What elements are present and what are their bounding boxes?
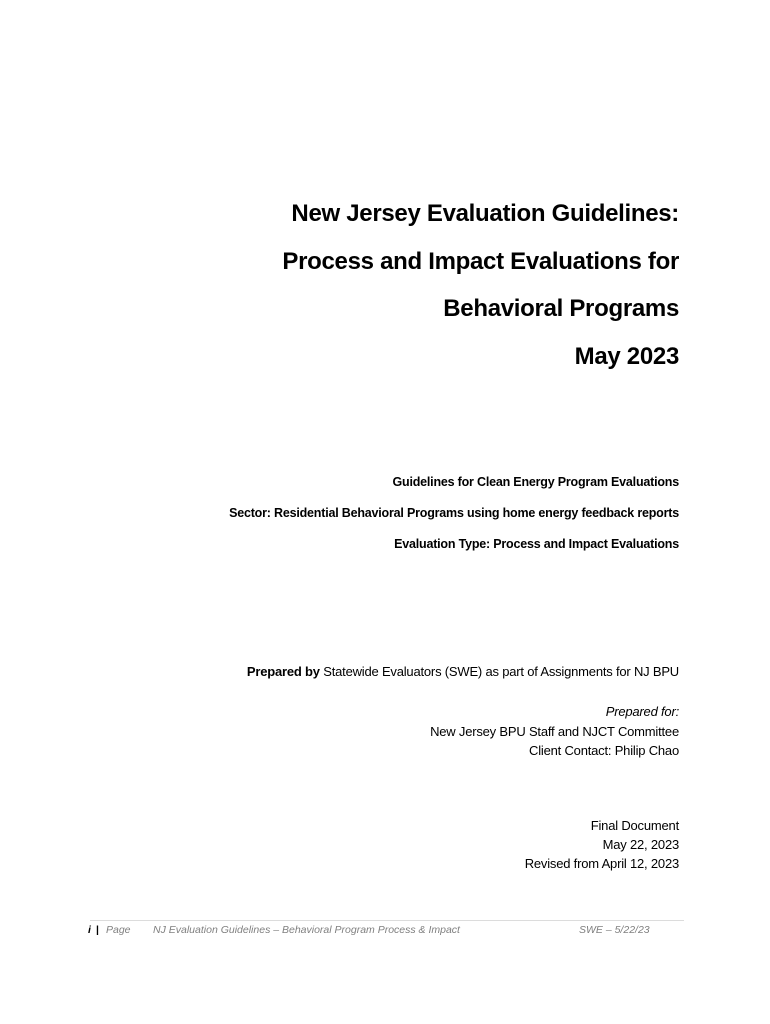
title-line-2: Process and Impact Evaluations for bbox=[282, 247, 679, 275]
title-line-1: New Jersey Evaluation Guidelines: bbox=[291, 200, 679, 227]
title-line-3: Behavioral Programs bbox=[443, 295, 679, 322]
footer-author-date: SWE – 5/22/23 bbox=[579, 924, 650, 936]
footer-divider bbox=[90, 920, 684, 921]
document-meta bbox=[229, 472, 679, 565]
document-status bbox=[525, 816, 679, 873]
footer-document-title: NJ Evaluation Guidelines – Behavioral Program Process & Impact bbox=[153, 924, 460, 936]
page-footer bbox=[88, 924, 688, 940]
document-title bbox=[282, 190, 679, 380]
footer-separator: | bbox=[96, 924, 99, 936]
client-contact: Client Contact: Philip Chao bbox=[529, 743, 679, 758]
prepared-for-recipient: New Jersey BPU Staff and NJCT Committee bbox=[430, 723, 679, 739]
prepared-for-label: Prepared for: bbox=[605, 704, 679, 719]
prepared-for bbox=[430, 702, 679, 761]
title-date: May 2023 bbox=[574, 342, 679, 370]
evaluation-type-line: Evaluation Type: Process and Impact Evaluations bbox=[394, 537, 679, 551]
status-line: Final Document bbox=[590, 818, 679, 833]
revised-line: Revised from April 12, 2023 bbox=[524, 856, 679, 871]
sector-line: Sector: Residential Behavioral Programs using home energy feedback reports bbox=[229, 506, 679, 520]
prepared-by-text: Statewide Evaluators (SWE) as part of Assignments for NJ BPU bbox=[319, 664, 679, 679]
guidelines-line: Guidelines for Clean Energy Program Evaluations bbox=[392, 475, 679, 489]
prepared-by bbox=[247, 664, 679, 679]
status-date: May 22, 2023 bbox=[602, 837, 679, 852]
footer-page-label: Page bbox=[106, 924, 131, 936]
prepared-by-label: Prepared by bbox=[246, 664, 320, 679]
page-number: i bbox=[88, 924, 91, 936]
